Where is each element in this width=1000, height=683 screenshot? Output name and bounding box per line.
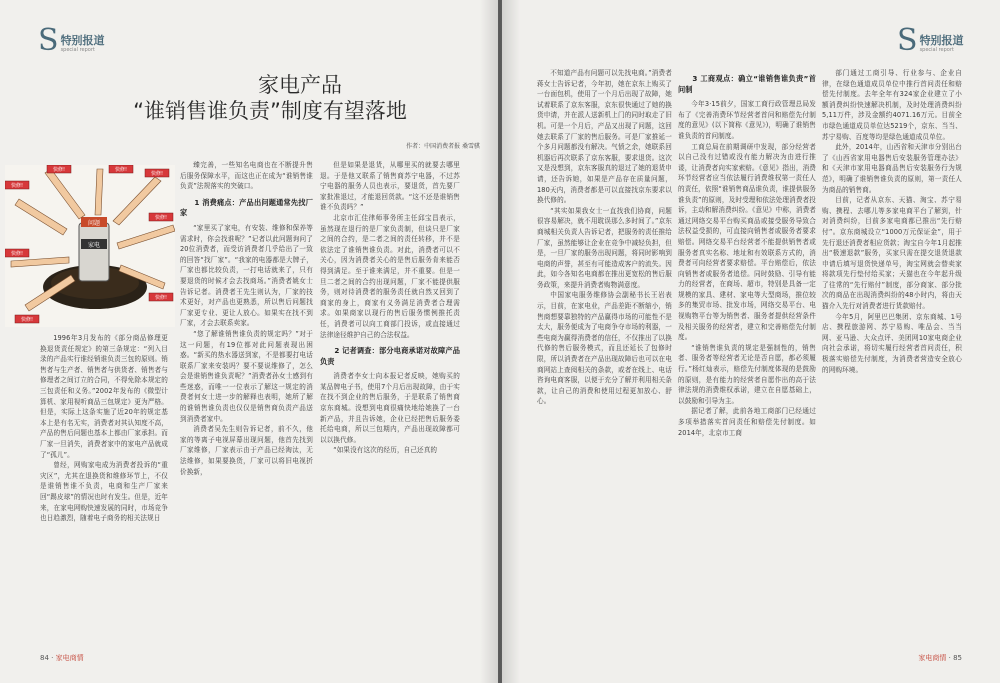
- article-title-line2: “谁销售谁负责”制度有望落地: [133, 99, 407, 123]
- illus-speech-7: 快修!: [154, 295, 168, 301]
- paragraph: 今年5月，阿里巴巴集团、京东商城、1号店、携程旅游网、苏宁易购、唯品会、当当网、亚马逊、大众点评、美团网10家电商企业向社会承诺，将切实履行经营者首问责任，积极落实赔偿先付制度，为消费者营造安全放心的网购环境。: [822, 312, 962, 374]
- article-title-line1: 家电产品: [258, 73, 342, 97]
- paragraph: 部门通过工商引导、行业参与、企业自律，在绿色通道成员单位中推行首问责任和赔偿先付制度。去年全年有324家企业建立了小额消费纠纷快速解决机制，及时处理消费纠纷5,11万件，涉及金额约4071.16万元。目前全市绿色通道成员单位达5219个，京东、当当、苏宁易购、百度等均是绿色通道成员单位。: [822, 69, 962, 141]
- illus-label-mid: 家电: [87, 242, 101, 249]
- right-col-2: [678, 68, 816, 438]
- left-footer: 84 · 家电商情: [40, 654, 84, 662]
- paragraph: 工商总局在前期调研中发现，部分经营者以自己没有过错或没有能力解决为由进行推诿，让消费者向实家索赔。《意见》指出，消费环节经营者应当依法履行消费维权第一责任人的责任，依照“谁销售商品谁负责，谁提供服务谁负责”的原则，及时受理和依法处理消费者投诉，主动和解消费纠纷。《意见》中称，消费者通过网络交易平台购买商品或接受服务导致合法权益受损的，可直接向销售者或服务者要求赔偿。网络交易平台经营者不能提供销售者或服务者真实名称、地址和有效联系方式的，消费者可向经营者要求赔偿。平台赔偿后，依法向销售者或服务者追偿。同时鼓励、引导有能力的经营者，在商场、超市，特别是具备一定规模的家具、建材、家电等大型商场，推位较多的集贸市场、批发市场，网络交易平台、电视购物平台等为销售者、服务者提供经营条件及相关服务的经营者，建立和完善赔偿先付制度。: [678, 142, 816, 342]
- paragraph: 目前，记者从京东、天猫、淘宝、苏宁易购、携程、去哪儿等多家电商平台了解到，针对消费纠纷，目前多家电商都已推出“先行赔付”。京东商城设立“1000万元保证金”，用于先行退还消费者相应货款；淘宝自今年1月起推出“极速退款”服务，买家只需在提交退货退款申请后填写退货快递单号，淘宝网就会替卖家将款项先行垫付给买家；天猫也在今年起升级了往常的“先行赔付”制度，部分商家、部分批次的商品在出现消费纠纷的48小时内，将由天猫介入先行对消费者进行货款赔付。: [822, 196, 962, 311]
- paragraph: 臻完善，一些知名电商也在不断提升售后服务保障水平，而这也正在成为“谁销售谁负责”法规落实的突破口。: [180, 161, 313, 191]
- section-label: 特别报道: [919, 34, 964, 47]
- section-logo-s: S: [897, 23, 918, 58]
- subheading-2: 2 记者调查：部分电商承诺对故障产品负责: [320, 346, 460, 366]
- right-page: [502, 0, 1000, 683]
- right-col-3: [822, 68, 962, 375]
- section-logo: [38, 23, 105, 58]
- magazine-name: 家电商情: [918, 654, 947, 662]
- paragraph: 此外，2014年，山西省和天津市分别出台了《山西省家用电器售后安装服务管理办法》和《天津市家用电器商品售后安装服务行为规范》，明确了谁销售谁负责的原则，第一责任人为商品的销售商。: [822, 143, 962, 194]
- left-page: [0, 0, 498, 683]
- paragraph: 中国家电服务维修协会副秘书长王岩表示，目前，在家电业，产品差距不断缩小，销售商想要靠独特的产品赢得市场的可能性不是太大，服务便成为了电商争夺市场的利器，一些电商为赢得消费者的信任，不仅推出了以换代修的售后服务模式，而且还延长了包修时限，所以消费者在产品出现故障后也可以在电商网站上查阅相关的条款，或者在线上、电话咨询电商客服，以便于充分了解并利用相关条款，让自己的消费和使用过程更加放心、舒心。: [537, 291, 672, 406]
- paragraph: “您了解谁销售谁负责的规定吗？”对于这一问题，有19位都对此问题表现出困惑。“新买的热水器送到家，不是都要打电话联系厂家来安装吗？要不要说维修了，怎么会是谁销售谁负责呢？”消费者孙女士感到有些迷惑，而唯一一位表示了解这一规定的消费者何女士进一步的解释也表明，她所了解的谁销售谁负责也仅仅是销售商负责产品送到消费者家中。: [180, 329, 313, 423]
- section-logo: [897, 23, 964, 58]
- paragraph: “家里买了家电，有安装、维修和保养等需求时，你会找谁呢？”记者以此问题询问了20位消费者，而受访消费者几乎给出了一致的回答“找厂家”。“我家的电器都是大牌子，厂家也都比较负责，一打电话就来了，只有要退货的时候才会去找商场。”消费者姚女士告诉记者。消费者王先生则认为，厂家的技术更好，对产品也更熟悉，所以售后问题找厂家更专业、更让人放心。如果实在找不到厂家，才会去联系卖家。: [180, 223, 313, 328]
- paragraph: “其实如果我女士一直找我们协商，问题很容易解决，就不用耽误那么多时间了。”京东商城相关负责人告诉记者，把服务的责任推给厂家，虽然能够让企业在竞争中减轻负担，但是，一旦厂家的服务出现问题，将同时影响到电商的声誉，甚至有可能造成客户的流失。因此，如今各知名电商都在推出更宽松的售后服务政策，来提升消费者购物满意度。: [537, 206, 672, 289]
- byline: 作者：中国消费者报 桑雪骐: [406, 143, 480, 150]
- paragraph: 曾经，网购家电成为消费者投诉的“重灾区”，尤其在退换货和维修环节上，不仅是谁销售谁不负责，电商和生产厂家来回“踢皮球”的情况也时有发生。但是，近年来，在家电网购快速发展的同时，市场竞争也日趋激烈，随着电子商务的相关法规日: [40, 461, 168, 523]
- paragraph: 不知道产品有问题可以先找电商。”消费者蒋女士告诉记者，今年初，她在京东上购买了一台面包机，使用了一个月后出现了故障，她试着联系了京东客服，京东很快通过了她的换货申请，并在派人送新机上门的同时取走了旧机。可是一个月后，产品又出现了问题，这回她去联系了厂家的售后服务。可是厂家推延一个多月问题都没有解决。气愤之余，她联系回机器后再次联系了京东客服，要求退货。这次又是没想到，京东客服真的退过了她的退货申请，还告诉她，如果是产品存在质量问题，180天内，消费者都是可以直接找京东要求以换代修的。: [537, 69, 672, 205]
- paragraph: 1996年3月发布的《部分商品修理更换退货责任规定》的第三条规定：“列入目录的产品实行谁经销谁负责三包的原则。销售者与生产者、销售者与供货者、销售者与修理者之间订立的合同，不得免除本规定的三包责任和义务。”2002年发布的《微型计算机、家用视听商品三包规定》更为严格。但是，实际上这条实施了近20年的规定基本上是有名无实，消费者对其认知度不高，产品的售后问题也基本上都由厂家承担。而厂家一旦消失，消费者家中的家电产品就成了“孤儿”。: [40, 334, 168, 459]
- section-label: 特别报道: [60, 34, 105, 47]
- illus-speech-6: 快修!: [10, 251, 24, 257]
- illus-speech-2: 快修!: [52, 167, 66, 173]
- section-logo-s: S: [38, 23, 59, 58]
- paragraph: “如果没有这次的经历，自己还真的: [333, 446, 438, 455]
- paragraph: “谁销售谁负责的规定是强制性的，销售者、服务者等经营者无论是否自愿，都必须履行。”杨红灿表示，赔偿先付制度体现的是鼓励的原则，是有能力的经营者自愿作出的高于法律法规的消费维权承诺，建立在自愿基础上，以鼓励和引导为主。: [678, 343, 816, 405]
- right-footer: 家电商情 · 85: [918, 654, 962, 662]
- illus-speech-8: 快修!: [20, 317, 34, 323]
- illus-speech-1: 快修!: [10, 183, 24, 189]
- left-col-2: [180, 160, 313, 477]
- magazine-name: 家电商情: [55, 654, 84, 662]
- section-sub: special report: [919, 47, 954, 53]
- left-col-3: [320, 160, 460, 456]
- paragraph: 消费者李女士向本报记者反映，她购买的某品牌电子书，使用7个月后出现故障，由于实在找不到企业的售后服务，于是联系了销售商京东商城。没想到电商很痛快地给她换了一台新产品，并且告诉她，企业已经把售后服务委托给电商，所以三包期内，产品出现故障都可以以换代修。: [320, 372, 460, 444]
- paragraph: 今年3·15前夕，国家工商行政管理总局发布了《完善消费环节经营者首问和赔偿先付制度的意见》(以下简称《意见》)，明确了谁销售谁负责的首问制度。: [678, 100, 816, 140]
- pointing-hands-illustration: [5, 165, 175, 327]
- right-col-1: [537, 68, 672, 407]
- page-number: 85: [953, 654, 962, 662]
- paragraph: 据记者了解，此前各地工商部门已经通过多项举措落实首问责任和赔偿先付制度。如2014年，北京市工商: [678, 407, 816, 437]
- section-sub: special report: [60, 47, 95, 53]
- illus-speech-5: 快修!: [154, 215, 168, 221]
- illus-label-top: 问题: [87, 220, 101, 227]
- left-col-1: [40, 333, 168, 524]
- subheading-1: 1 消费痛点：产品出问题通常先找厂家: [180, 197, 313, 218]
- illustration: [5, 165, 175, 327]
- illus-speech-4: 快修!: [150, 171, 164, 177]
- paragraph: 但是如果是退货，从哪里买的就要去哪里退。于是他又联系了销售商苏宁电器，不过苏宁电器的服务人员也表示，要退货，首先要厂家批准退过，才能退回货款。“这不还是谁销售谁不负责吗？”: [320, 161, 460, 212]
- page-number: 84: [40, 654, 49, 662]
- paragraph: 消费者吴先生则告诉记者，前不久，他家的等离子电视屏幕出现问题，他首先找到厂家维修，厂家表示由于产品已经淘汰，无法维修，如果要换货，厂家可以将旧电视折价换新，: [180, 425, 313, 476]
- paragraph: 北京市汇佳律师事务所主任邱宝昌表示，虽然现在退行的是厂家负责制，但谈只是厂家之间的合约，是二者之间的责任转移，并不是依法定了谁销售谁负责。对此，消费者可以不关心，因为消费者关心的是售后服务肯来能否得到满足。至于谁来满足，并不重要。但是一旦二者之间的合约出现问题，厂家不能提供服务，则对待消费者的服务责任就自然又回到了商家的身上，商家有义务满足消费者合理需求。如果商家以现行的售后服务惯例推托责任，消费者可以向工商部门投诉，或直接通过法律途径维护自己的合法权益。: [320, 213, 460, 339]
- subheading-3: 3 工商观点：确立“谁销售谁负责”首问制: [678, 74, 816, 94]
- illus-speech-3: 快修!: [114, 167, 128, 173]
